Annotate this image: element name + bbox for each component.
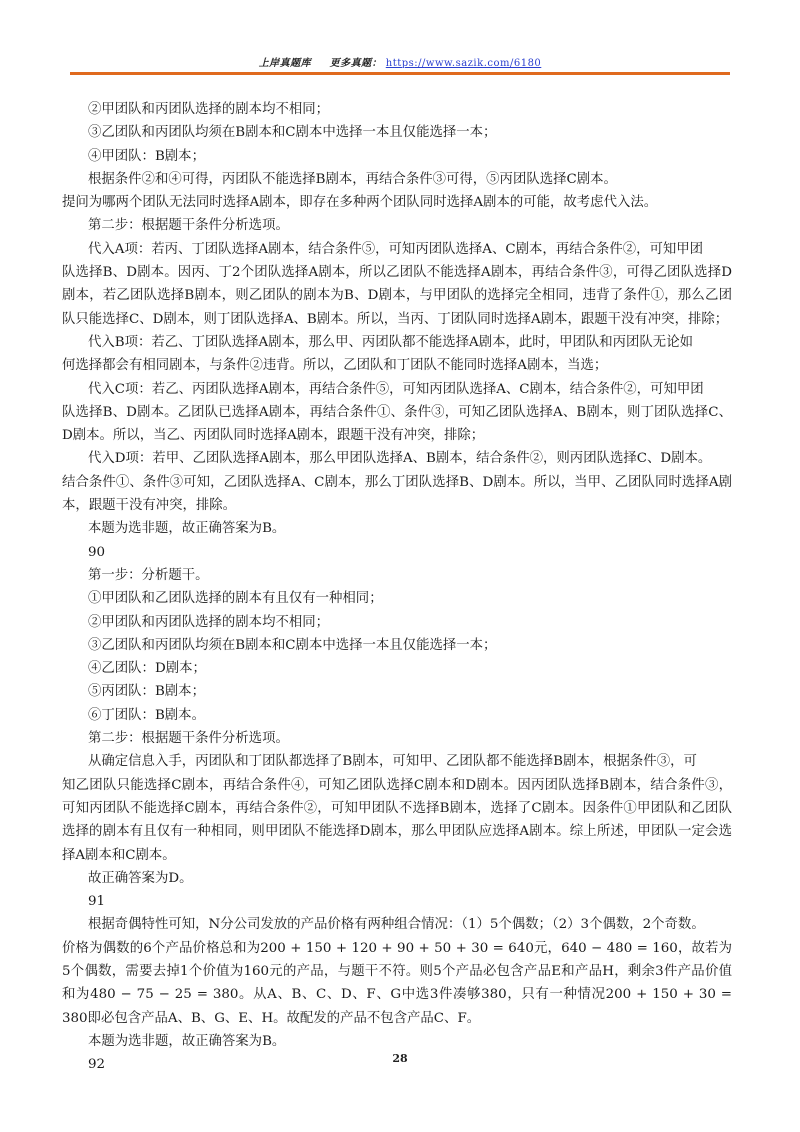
- paragraph: 第二步：根据题干条件分析选项。: [88, 218, 289, 234]
- paragraph: 根据条件②和④可得，丙团队不能选择B剧本，再结合条件③可得，⑤丙团队选择C剧本。: [88, 171, 617, 187]
- option-d-first-line: 代入D项：若甲、乙团队选择A剧本，那么甲团队选择A、B剧本，结合条件②，则丙团队选择C、D剧本。: [88, 451, 712, 467]
- condition-line: ⑤丙团队：B剧本；: [88, 684, 205, 700]
- question-number: 92: [88, 1057, 106, 1073]
- paragraph: [62, 191, 732, 214]
- option-b-continuation: 何选择都会有相同剧本，与条件②违背。所以，乙团队和丁团队不能同时选择A剧本，当选；: [62, 358, 608, 374]
- option-a-continuation: 队选择B、D剧本。因丙、丁2个团队选择A剧本，所以乙团队不能选择A剧本，再结合条件③，可得乙团队选择D剧本，若乙团队选择B剧本，则乙团队的剧本为B、D剧本，与甲团队的选择完全相同，违背了条件①，那么乙团队只能选择C、D剧本，则丁团队选择A、B剧本。所以，当丙、丁团队同时选择A剧本，跟题干没有冲突，排除；: [62, 265, 732, 327]
- analysis-paragraph: [88, 750, 732, 773]
- question-number: 91: [88, 894, 106, 910]
- option-c-first-line: 代入C项：若乙、丙团队选择A剧本，再结合条件⑤，可知丙团队选择A、C剧本，结合条件②，可知甲团: [88, 381, 704, 397]
- answer-line: 故正确答案为D。: [88, 870, 193, 886]
- document-body: [62, 98, 732, 1076]
- option-b-first-line: 代入B项：若乙、丁团队选择A剧本，那么甲、丙团队都不能选择A剧本，此时，甲团队和丙团队无论如: [88, 334, 693, 350]
- option-c-continuation: 队选择B、D剧本。乙团队已选择A剧本，再结合条件①、条件③，可知乙团队选择A、B剧本，则丁团队选择C、D剧本。所以，当乙、丙团队同时选择A剧本，跟题干没有冲突，排除；: [62, 404, 732, 444]
- condition-line: ④乙团队：D剧本；: [88, 661, 206, 677]
- option-a-paragraph: [88, 238, 732, 261]
- answer-line: 本题为选非题，故正确答案为B。: [88, 521, 286, 537]
- option-c-paragraph: [88, 378, 732, 401]
- question-number: 90: [88, 544, 106, 560]
- condition-line: ③乙团队和丙团队均须在B剧本和C剧本中选择一本且仅能选择一本；: [88, 637, 497, 653]
- paragraph: 第二步：根据题干条件分析选项。: [88, 731, 289, 747]
- condition-line: ①甲团队和乙团队选择的剧本有且仅有一种相同；: [88, 591, 383, 607]
- paragraph-text: 提问为哪两个团队无法同时选择A剧本，即存在多种两个团队同时选择A剧本的可能，故考虑代入法。: [62, 195, 658, 211]
- analysis-continuation: 知乙团队只能选择C剧本，再结合条件④，可知乙团队选择C剧本和D剧本。因丙团队选择B剧本，结合条件③，可知丙团队不能选择C剧本，再结合条件②，可知甲团队不选择B剧本，选择了C剧本。因条件①甲团队和乙团队选择的剧本有且仅有一种相同，则甲团队不能选择D剧本，那么甲团队应选择A剧本。综上所述，甲团队一定会选择A剧本和C剧本。: [62, 777, 732, 863]
- paragraph: 第一步：分析题干。: [88, 567, 209, 583]
- condition-line: ②甲团队和丙团队选择的剧本均不相同；: [88, 614, 330, 630]
- analysis-continuation: 价格为偶数的6个产品价格总和为200 + 150 + 120 + 90 + 50 + 30 = 640元，640 − 480 = 160，故若为5个偶数，需要去掉1个价值为160元的产品，与题干不符。则5个产品必包含产品E和产品H，剩余3件产品价值和为480 − 75 − 25 = 380。从A、B、C、D、F、G中选3件凑够380，只有一种情况200 + 150 + 30 = 380即必包含产品A、B、G、E、H。故配发的产品不包含产品C、F。: [62, 940, 732, 1026]
- analysis-first-line: 从确定信息入手，丙团队和丁团队都选择了B剧本，可知甲、乙团队都不能选择B剧本，根据条件③，可: [88, 754, 697, 770]
- analysis-paragraph: [88, 913, 732, 936]
- option-d-paragraph: [88, 447, 732, 470]
- answer-line: 本题为选非题，故正确答案为B。: [88, 1033, 286, 1049]
- option-a-first-line: 代入A项：若丙、丁团队选择A剧本，结合条件⑤，可知丙团队选择A、C剧本，再结合条件②，可知甲团: [88, 241, 704, 257]
- paragraph: ④甲团队：B剧本；: [88, 148, 205, 164]
- paragraph: ③乙团队和丙团队均须在B剧本和C剧本中选择一本且仅能选择一本；: [88, 125, 497, 141]
- paragraph: ②甲团队和丙团队选择的剧本均不相同；: [88, 102, 330, 117]
- condition-line: ⑥丁团队：B剧本。: [88, 707, 205, 723]
- option-d-continuation: 结合条件①、条件③可知，乙团队选择A、C剧本，那么丁团队选择B、D剧本。所以，当甲、乙团队同时选择A剧本，跟题干没有冲突，排除。: [62, 474, 732, 514]
- page-header: [0, 54, 800, 69]
- header-more-label: 更多真题：: [329, 58, 383, 69]
- header-divider: [70, 72, 730, 75]
- header-brand: 上岸真题库: [258, 58, 312, 69]
- option-b-paragraph: [88, 331, 732, 354]
- page-number: 28: [392, 1052, 408, 1065]
- analysis-first-line: 根据奇偶特性可知，N分公司发放的产品价格有两种组合情况：（1）5个偶数；（2）3个偶数，2个奇数。: [88, 917, 705, 933]
- header-url-link[interactable]: https://www.sazik.com/6180: [385, 58, 542, 69]
